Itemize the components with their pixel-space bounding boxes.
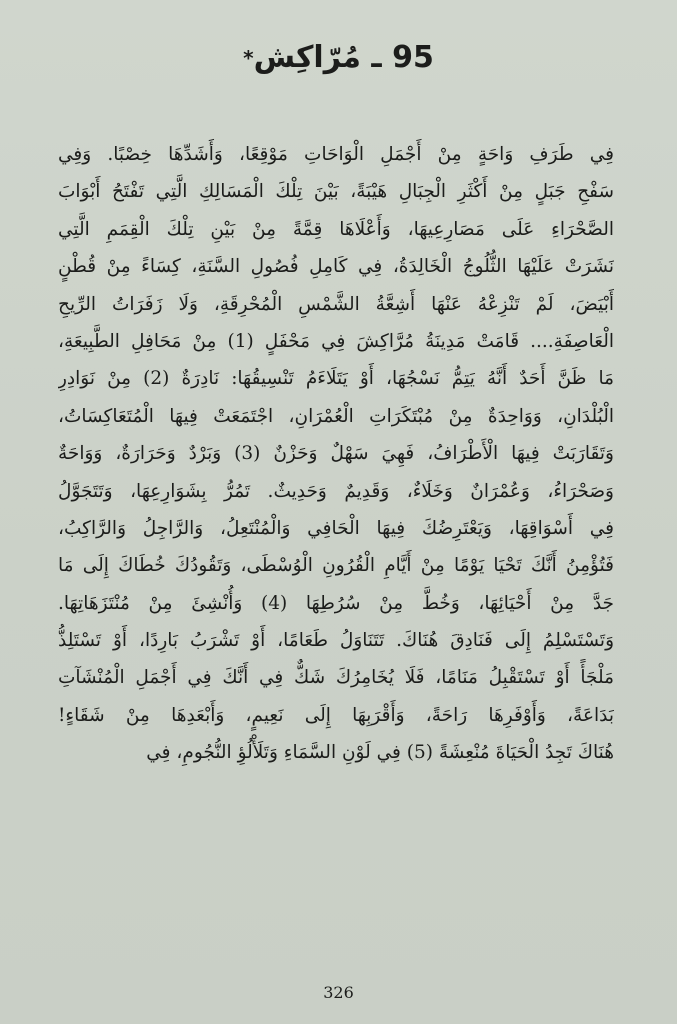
text-line: فِي طَرَفِ وَاحَةٍ مِنْ أَجْمَلِ الْوَاحَاتِ مَوْقِعًا، وَأَشَدِّهَا خِصْبًا. وَفِي xyxy=(58,144,614,165)
text-line: بَدَاعَةً، وَأَوْفَرِهَا رَاحَةً، وَأَقْرَبِهَا إِلَى نَعِيمٍ، وَأَبْعَدِهَا مِنْ شَقَاءٍ! xyxy=(58,704,614,726)
text-line: فِي أَسْوَاقِهَا، وَيَعْتَرِضُكَ فِيهَا الْحَافِي وَالْمُنْتَعِلُ، وَالرَّاجِلُ وَالرَّاكِبُ، xyxy=(58,517,614,539)
text-line: أَبْيَضَ، لَمْ تَنْزِعْهُ عَنْهَا أَشِعَّةُ الشَّمْسِ الْمُحْرِقَةِ، وَلَا زَفَرَاتُ الرِّيحِ xyxy=(58,293,614,315)
text-line: سَفْحِ جَبَلٍ مِنْ أَكْثَرِ الْجِبَالِ هَيْبَةً، بَيْنَ تِلْكَ الْمَسَالِكِ الَّتِي تَفْتَحُ أَبْوَابَ xyxy=(58,181,614,203)
text-line: وَصَحْرَاءُ، وَعُمْرَانٌ وَخَلَاءٌ، وَقَدِيمٌ وَحَدِيثٌ. تَمُرُّ بِشَوَارِعِهَا، وَتَتَجَوَّلُ xyxy=(58,480,614,502)
chapter-title xyxy=(0,34,677,82)
text-line: وَتَسْتَسْلِمُ إِلَى فَنَادِقَ هُنَاكَ. تَتَنَاوَلُ طَعَامًا، أَوْ تَشْرَبُ بَارِدًا، أَوْ تَسْتَلِذُّ xyxy=(58,630,614,652)
text-line: الْبُلْدَانِ، وَوَاحِدَةٌ مِنْ مُبْتَكَرَاتِ الْعُمْرَانِ، اجْتَمَعَتْ فِيهَا الْمُتَعَاكِسَاتُ، xyxy=(58,405,614,427)
chapter-title-text: مُرّاكِش xyxy=(253,40,361,75)
text-line: نَشَرَتْ عَلَيْهَا الثُّلُوجُ الْخَالِدَةُ، فِي كَامِلِ فُصُولِ السَّنَةِ، كِسَاءً مِنْ قُطْنٍ xyxy=(58,256,614,278)
text-line: جَدَّ مِنْ أَحْيَائِهَا، وَخُطَّ مِنْ سُرُطِهَا (4) وَأُنْشِئَ مِنْ مُنْتَزَهَاتِهَا. xyxy=(58,592,614,614)
text-line: فَتُؤْمِنُ أَنَّكَ تَحْيَا يَوْمًا مِنْ أَيَّامِ الْقُرُونِ الْوُسْطَى، وَتَقُودُكَ خُطَاكَ إِلَى مَا xyxy=(58,555,614,577)
text-line: مَا ظَنَّ أَحَدٌ أَنَّهُ يَتِمُّ نَسْجُهَا، أَوْ يَتَلَاءَمُ تَنْسِيقُهَا: نَادِرَةٌ (2) مِنْ نَوَادِرِ xyxy=(58,368,614,390)
text-line: الصَّحْرَاءِ عَلَى مَصَارِعِيهَا، وَأَعْلَاهَا قِمَّةً مِنْ بَيْنِ تِلْكَ الْقِمَمِ الَّتِي xyxy=(58,218,614,240)
text-line: وَتَقَارَبَتْ فِيهَا الْأَطْرَافُ، فَهِيَ سَهْلٌ وَحَزْنٌ (3) وَبَرْدٌ وَحَرَارَةٌ، وَوَاحَةٌ xyxy=(58,443,614,465)
page-number: 326 xyxy=(323,983,354,1002)
body-text xyxy=(58,136,614,916)
title-separator: ـ xyxy=(371,40,382,75)
title-footnote-mark: * xyxy=(243,46,254,70)
chapter-number: 95 xyxy=(392,40,434,75)
text-line: هُنَاكَ تَجِدُ الْحَيَاةَ مُنْعِشَةً (5) فِي لَوْنِ السَّمَاءِ وَتَلَأْلُؤِ النُّجُومِ، فِي xyxy=(146,742,614,764)
text-line: مَلْجَأً أَوْ تَسْتَقْبِلُ مَنَامًا، فَلَا يُخَامِرُكَ شَكٌّ فِي أَنَّكَ فِي أَجْمَلِ الْمُنْشَآتِ xyxy=(58,667,614,689)
text-line: الْعَاصِفَةِ.... قَامَتْ مَدِينَةُ مُرَّاكِشَ فِي مَحْفَلٍ (1) مِنْ مَحَافِلِ الطَّبِيعَةِ، xyxy=(58,330,614,352)
